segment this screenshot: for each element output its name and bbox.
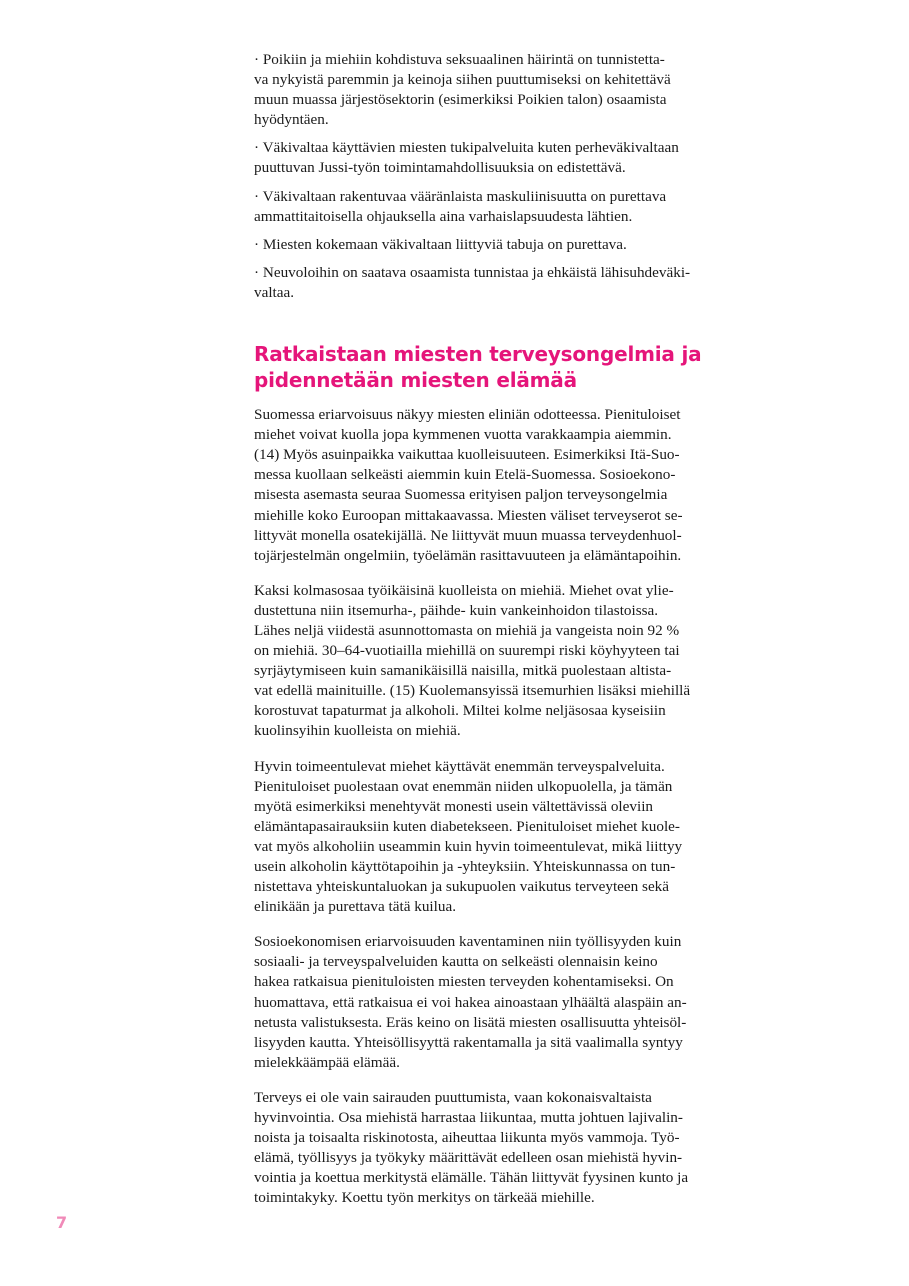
paragraph [254, 757, 806, 918]
text-line: muun muassa järjestösektorin (esimerkiksi Poikien talon) osaamista [254, 91, 667, 109]
text-line: huomattava, että ratkaisua ei voi hakea ainoastaan ylhäältä alaspäin an- [254, 993, 687, 1011]
heading-line: pidennetään miesten elämää [254, 368, 577, 393]
text-line: elinikään ja purettava tätä kuilua. [254, 898, 456, 916]
text-line: syrjäytymiseen kuin samanikäisillä naisilla, mitkä puolestaan altista- [254, 662, 672, 680]
text-line: mielekkäämpää elämää. [254, 1053, 400, 1071]
text-line: miehet voivat kuolla jopa kymmenen vuotta varakkaampia aiemmin. [254, 426, 672, 444]
text-line: littyvät monella osatekijällä. Ne liittyvät muun muassa terveydenhuol- [254, 526, 682, 544]
bullet-item [254, 187, 806, 227]
bullet-list [254, 50, 806, 303]
paragraph [254, 581, 806, 742]
bullet-item [254, 50, 806, 130]
text-line: Terveys ei ole vain sairauden puuttumista, vaan kokonaisvaltaista [254, 1088, 652, 1106]
text-line: nistettava yhteiskuntaluokan ja sukupuolen vaikutus terveyteen sekä [254, 878, 670, 896]
bullet-item [254, 263, 806, 303]
text-line: vat edellä mainituille. (15) Kuolemansyissä itsemurhien lisäksi miehillä [254, 682, 691, 700]
text-line: puuttuvan Jussi-työn toimintamahdollisuuksia on edistettävä. [254, 159, 626, 177]
text-line: usein alkoholin käyttötapoihin ja -yhteyksiin. Yhteiskunnassa on tun- [254, 858, 676, 875]
text-line: Pienituloiset puolestaan ovat enemmän niiden ulkopuolella, ja tämän [254, 777, 673, 795]
text-line: Lähes neljä viidestä asunnottomasta on miehiä ja vangeista noin 92 % [254, 621, 680, 639]
text-line: · Väkivaltaa käyttävien miesten tukipalveluita kuten perheväkivaltaan [254, 139, 679, 157]
text-line: myötä esimerkiksi menehtyvät monesti usein vältettävissä oleviin [254, 797, 654, 815]
text-line: vointia ja koettua merkitystä elämälle. Tähän liittyvät fyysinen kunto ja [254, 1169, 689, 1187]
text-line: misesta asemasta seuraa Suomessa erityisen paljon terveysongelmia [254, 486, 668, 504]
text-line: toimintakyky. Koettu työn merkitys on tärkeää miehille. [254, 1189, 595, 1207]
text-line: messa kuollaan selkeästi aiemmin kuin Etelä-Suomessa. Sosioekono- [254, 466, 676, 484]
text-line: va nykyistä paremmin ja keinoja siihen puuttumiseksi on kehitettävä [254, 71, 671, 89]
text-line: Suomessa eriarvoisuus näkyy miesten eliniän odotteessa. Pienituloiset [254, 406, 681, 424]
paragraph [254, 405, 806, 566]
text-line: hakea ratkaisua pienituloisten miesten terveyden kohentamiseksi. On [254, 973, 674, 991]
text-line: hyvinvointia. Osa miehistä harrastaa liikuntaa, mutta johtuen lajivalin- [254, 1109, 683, 1127]
text-line: hyödyntäen. [254, 111, 329, 129]
text-line: (14) Myös asuinpaikka vaikuttaa kuolleisuuteen. Esimerkiksi Itä-Suo- [254, 446, 680, 464]
text-line: Sosioekonomisen eriarvoisuuden kaventaminen niin työllisyyden kuin [254, 933, 682, 951]
text-line: Hyvin toimeentulevat miehet käyttävät enemmän terveyspalveluita. [254, 757, 665, 775]
paragraph [254, 1088, 806, 1209]
text-line: Kaksi kolmasosaa työikäisinä kuolleista on miehiä. Miehet ovat yliе- [254, 581, 674, 599]
text-line: ammattitaitoisella ohjauksella aina varhaislapsuudesta lähtien. [254, 207, 633, 225]
text-line: dustettuna niin itsemurha-, päihde- kuin vankeinhoidon tilastoissa. [254, 601, 659, 619]
text-line: elämä, työllisyys ja työkyky määrittävät edelleen osan miehistä hyvin- [254, 1149, 683, 1167]
text-line: · Väkivaltaan rakentuvaa vääränlaista maskuliinisuutta on purettava [254, 187, 667, 205]
bullet-item [254, 235, 806, 255]
text-line: elämäntapasairauksiin kuten diabetekseen. Pienituloiset miehet kuole- [254, 817, 680, 835]
text-line: netusta valistuksesta. Eräs keino on lisätä miesten osallisuutta yhteisöl- [254, 1013, 687, 1031]
page-content [254, 50, 806, 1224]
text-line: miehille koko Euroopan mittakaavassa. Miesten väliset terveyserot se- [254, 506, 683, 524]
paragraph [254, 932, 806, 1073]
text-line: · Poikiin ja miehiin kohdistuva seksuaalinen häirintä on tunnistetta- [254, 51, 665, 68]
text-line: kuolinsyihin kuolleista on miehiä. [254, 722, 461, 740]
text-line: on miehiä. 30–64-vuotiailla miehillä on suurempi riski köyhyyteen tai [254, 642, 680, 660]
text-line: · Miesten kokemaan väkivaltaan liittyviä tabuja on purettava. [254, 235, 627, 253]
text-line: · Neuvoloihin on saatava osaamista tunnistaa ja ehkäistä lähisuhdeväki- [254, 263, 691, 281]
bullet-item [254, 138, 806, 178]
section-heading [254, 341, 806, 393]
page-number: 7 [56, 1213, 68, 1232]
text-line: tojärjestelmän ongelmiin, työelämän rasittavuuteen ja elämäntapoihin. [254, 546, 682, 564]
text-line: korostuvat tapaturmat ja alkoholi. Miltei kolme neljäsosaa kyseisiin [254, 702, 666, 720]
text-line: valtaa. [254, 283, 295, 301]
heading-line: Ratkaistaan miesten terveysongelmia ja [254, 342, 702, 367]
text-line: sosiaali- ja terveyspalveluiden kautta on selkeästi olennaisin keino [254, 953, 658, 971]
text-line: lisyyden kautta. Yhteisöllisyyttä rakentamalla ja sitä vaalimalla syntyy [254, 1033, 683, 1051]
text-line: vat myös alkoholiin useammin kuin hyvin toimeentulevat, mikä liittyy [254, 837, 683, 855]
text-line: noista ja toisaalta riskinotosta, aiheuttaa liikunta myös vammoja. Työ- [254, 1129, 680, 1147]
